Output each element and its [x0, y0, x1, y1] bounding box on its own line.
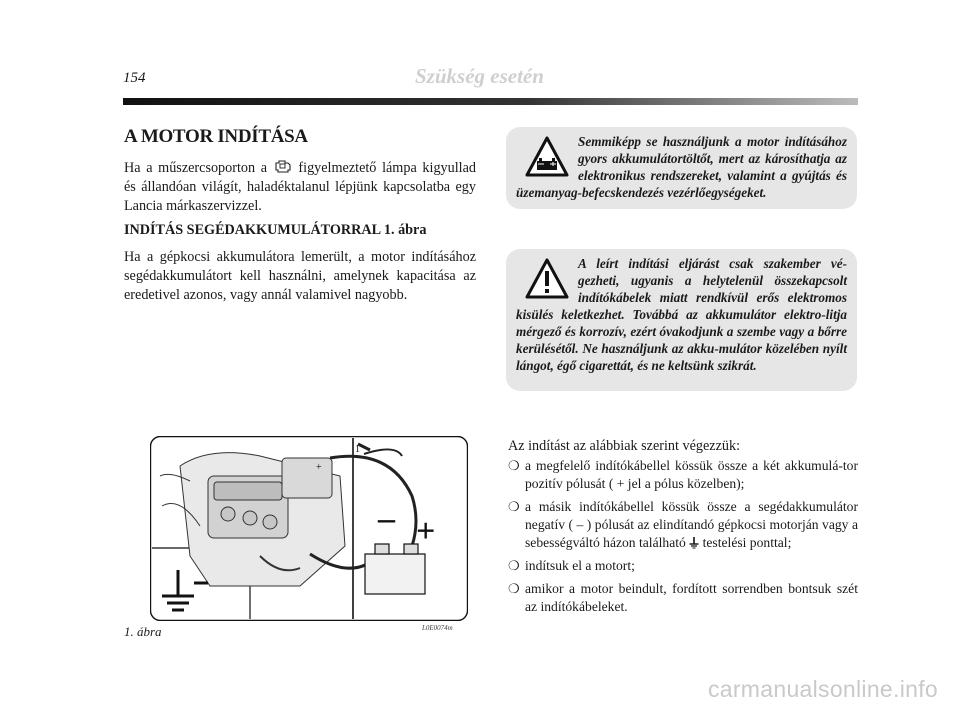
- step-item: [508, 557, 858, 575]
- subheading-jump-start: INDÍTÁS SEGÉDAKKUMULÁTORRAL 1. ábra: [124, 222, 427, 238]
- engine-warning-icon: [273, 158, 293, 174]
- step-text: amikor a motor beindult, fordított sorrendben bontsuk szét az indítókábeleket.: [525, 581, 858, 614]
- steps-list: [508, 457, 858, 621]
- exclamation-warning-icon: [524, 257, 570, 303]
- svg-text:+: +: [316, 462, 322, 473]
- intro-text-start: Ha a műszercsoporton a: [124, 160, 268, 176]
- watermark: carmanualsonline.info: [707, 676, 938, 702]
- battery-warning-icon: [524, 135, 570, 181]
- warning-text-charger: Semmiképp se használjunk a motor indításához gyors akkumulátortöltőt, mert az károsíthatja az elektronikus rendszereket, valamint a gyújtás és üzemanyag-befecskendezés vezérlőegységeket.: [516, 134, 847, 200]
- plus-symbol: +: [416, 513, 436, 550]
- callout-number: 1: [355, 444, 360, 455]
- step-item: [508, 457, 858, 493]
- bullet-icon: ❍: [508, 558, 520, 573]
- figure-caption: 1. ábra: [124, 624, 162, 639]
- ground-point-icon: [689, 537, 699, 549]
- step-item: [508, 580, 858, 616]
- warning-box-safety: [506, 249, 857, 391]
- intro-paragraph: [124, 158, 476, 216]
- warning-text-safety: A leírt indítási eljárást csak szakember vé-gezheti, ugyanis a helytelenül összekapcsolt indítókábelek miatt rendkívül erős elektromos kisülés keletkezhet. Továbbá az akkumulátor elektro-litja mérgező és korrozív, ezért óvakodjunk a szembe vagy a bőrre kerülésétől. Ne használjunk az akku-mulátor közelében nyílt lángot, égő cigarettát, és ne keltsünk szikrát.: [516, 256, 847, 373]
- step-text-end: testelési ponttal;: [702, 535, 792, 550]
- warning-box-charger: [506, 127, 857, 209]
- page-number: 154: [123, 70, 146, 86]
- intro-text-end: figyelmeztető lámpa kigyullad és állandóan világít, haladéktalanul lépjünk kapcsolatba egy Lancia márkaszervizzel.: [124, 160, 476, 214]
- header-rule: [123, 98, 858, 105]
- step-text: a megfelelő indítókábellel kössük össze a két akkumulá-tor pozitív pólusát ( + jel a pólus közelben);: [525, 458, 858, 491]
- step-text: indítsuk el a motort;: [525, 558, 635, 573]
- bullet-icon: ❍: [508, 499, 520, 514]
- figure-code: L0E0074m: [422, 624, 453, 632]
- section-title: Szükség esetén: [415, 64, 544, 88]
- main-heading: A MOTOR INDÍTÁSA: [124, 126, 308, 147]
- jump-start-figure: [150, 436, 468, 621]
- steps-intro: Az indítást az alábbiak szerint végezzük:: [508, 438, 741, 454]
- jump-start-paragraph: Ha a gépkocsi akkumulátora lemerült, a motor indításához segédakkumulátort kell használni, amelynek kapacitása az eredetivel azonos, vagy annál valamivel nagyobb.: [124, 249, 476, 303]
- step-item: [508, 498, 858, 552]
- step-text: a másik indítókábellel kössük össze a segédakkumulátor negatív ( – ) pólusát az elindítandó gépkocsi motorján vagy a sebességváltó házon található: [525, 499, 858, 550]
- bullet-icon: ❍: [508, 458, 520, 473]
- bullet-icon: ❍: [508, 581, 520, 596]
- minus-symbol: –: [378, 500, 395, 537]
